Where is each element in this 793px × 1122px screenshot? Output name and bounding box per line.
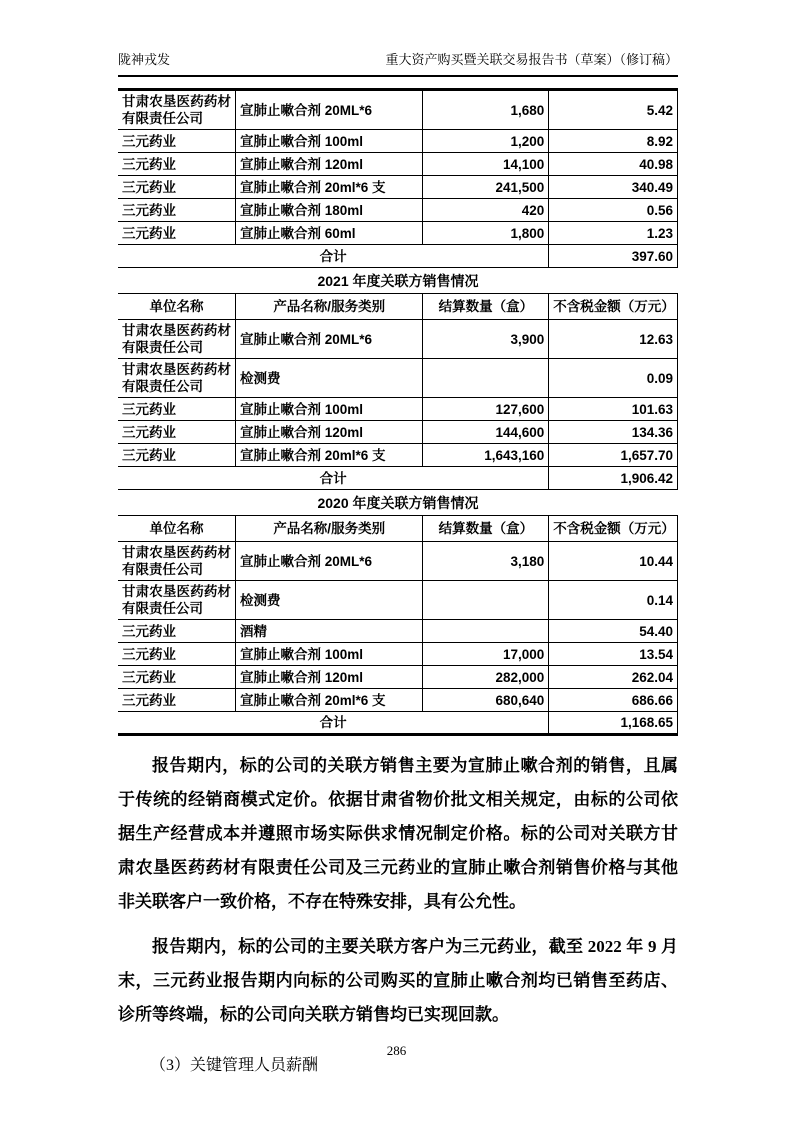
- cell-product: 宣肺止嗽合剂 100ml: [235, 398, 422, 421]
- cell-quantity: 282,000: [423, 666, 549, 689]
- cell-amount: 54.40: [549, 620, 678, 643]
- col-header-quantity: 结算数量（盒）: [423, 516, 549, 542]
- page-header: [118, 0, 678, 77]
- total-amount: 1,906.42: [549, 467, 678, 490]
- header-right-text: 重大资产购买暨关联交易报告书（草案）（修订稿）: [385, 52, 678, 67]
- cell-amount: 134.36: [549, 421, 678, 444]
- cell-unit: 三元药业: [118, 421, 235, 444]
- cell-product: 宣肺止嗽合剂 20ML*6: [235, 320, 422, 359]
- col-header-amount: 不含税金额（万元）: [549, 294, 678, 320]
- total-label: 合计: [118, 712, 549, 735]
- cell-amount: 0.14: [549, 581, 678, 620]
- table-row: [118, 689, 678, 712]
- cell-unit: 三元药业: [118, 398, 235, 421]
- cell-product: 宣肺止嗽合剂 60ml: [235, 222, 422, 245]
- cell-quantity: 1,643,160: [423, 444, 549, 467]
- col-header-amount: 不含税金额（万元）: [549, 516, 678, 542]
- total-amount: 1,168.65: [549, 712, 678, 735]
- total-label: 合计: [118, 245, 549, 268]
- cell-unit: 三元药业: [118, 199, 235, 222]
- cell-product: 宣肺止嗽合剂 20ml*6 支: [235, 689, 422, 712]
- cell-product: 宣肺止嗽合剂 20ML*6: [235, 90, 422, 130]
- table-row: [118, 620, 678, 643]
- cell-unit: 三元药业: [118, 176, 235, 199]
- total-amount: 397.60: [549, 245, 678, 268]
- table-header-row: [118, 294, 678, 320]
- cell-amount: 5.42: [549, 90, 678, 130]
- col-header-quantity: 结算数量（盒）: [423, 294, 549, 320]
- cell-unit: 甘肃农垦医药药材有限责任公司: [118, 90, 235, 130]
- cell-quantity: 3,180: [423, 542, 549, 581]
- cell-unit: 三元药业: [118, 666, 235, 689]
- sales-table-2022-continuation: [118, 88, 678, 268]
- cell-unit: 甘肃农垦医药药材有限责任公司: [118, 320, 235, 359]
- page-number: 286: [386, 1043, 407, 1058]
- cell-unit: 甘肃农垦医药药材有限责任公司: [118, 581, 235, 620]
- table-row: [118, 176, 678, 199]
- table-total-row: [118, 712, 678, 735]
- cell-amount: 40.98: [549, 153, 678, 176]
- cell-product: 宣肺止嗽合剂 120ml: [235, 421, 422, 444]
- col-header-unit: 单位名称: [118, 294, 235, 320]
- cell-unit: 三元药业: [118, 689, 235, 712]
- table-caption-2021: 2021 年度关联方销售情况: [317, 273, 479, 289]
- table-row: [118, 643, 678, 666]
- table-row: [118, 421, 678, 444]
- table-total-row: [118, 245, 678, 268]
- cell-quantity: 1,680: [423, 90, 549, 130]
- cell-amount: 686.66: [549, 689, 678, 712]
- table-header-row: [118, 516, 678, 542]
- table-row: [118, 581, 678, 620]
- table-row: [118, 320, 678, 359]
- cell-amount: 1.23: [549, 222, 678, 245]
- table-row: [118, 199, 678, 222]
- cell-product: 宣肺止嗽合剂 20ml*6 支: [235, 444, 422, 467]
- cell-quantity: 1,800: [423, 222, 549, 245]
- cell-unit: 三元药业: [118, 444, 235, 467]
- cell-product: 宣肺止嗽合剂 180ml: [235, 199, 422, 222]
- cell-quantity: 1,200: [423, 130, 549, 153]
- total-label: 合计: [118, 467, 549, 490]
- cell-quantity: 241,500: [423, 176, 549, 199]
- table-row: [118, 90, 678, 130]
- cell-amount: 0.09: [549, 359, 678, 398]
- cell-quantity: 17,000: [423, 643, 549, 666]
- header-left-text: 陇神戎发: [118, 52, 171, 67]
- table-row: [118, 222, 678, 245]
- cell-product: 宣肺止嗽合剂 20ml*6 支: [235, 176, 422, 199]
- cell-quantity: 3,900: [423, 320, 549, 359]
- cell-quantity: [423, 359, 549, 398]
- cell-unit: 三元药业: [118, 130, 235, 153]
- table-row: [118, 130, 678, 153]
- cell-product: 宣肺止嗽合剂 100ml: [235, 130, 422, 153]
- cell-quantity: [423, 620, 549, 643]
- cell-quantity: [423, 581, 549, 620]
- cell-product: 宣肺止嗽合剂 20ML*6: [235, 542, 422, 581]
- cell-unit: 三元药业: [118, 153, 235, 176]
- cell-amount: 0.56: [549, 199, 678, 222]
- section-subheading: （3）关键管理人员薪酬: [150, 1057, 319, 1074]
- cell-amount: 340.49: [549, 176, 678, 199]
- cell-quantity: 14,100: [423, 153, 549, 176]
- table-row: [118, 153, 678, 176]
- cell-amount: 13.54: [549, 643, 678, 666]
- cell-amount: 10.44: [549, 542, 678, 581]
- cell-quantity: 420: [423, 199, 549, 222]
- cell-unit: 三元药业: [118, 620, 235, 643]
- cell-quantity: 144,600: [423, 421, 549, 444]
- cell-unit: 甘肃农垦医药药材有限责任公司: [118, 359, 235, 398]
- sales-table-2021: [118, 293, 678, 490]
- cell-product: 酒精: [235, 620, 422, 643]
- cell-product: 宣肺止嗽合剂 120ml: [235, 153, 422, 176]
- cell-unit: 三元药业: [118, 222, 235, 245]
- col-header-product: 产品名称/服务类别: [235, 294, 422, 320]
- col-header-unit: 单位名称: [118, 516, 235, 542]
- body-text-block: [118, 749, 678, 1075]
- cell-product: 宣肺止嗽合剂 100ml: [235, 643, 422, 666]
- cell-product: 检测费: [235, 581, 422, 620]
- table-total-row: [118, 467, 678, 490]
- cell-amount: 1,657.70: [549, 444, 678, 467]
- table-row: [118, 359, 678, 398]
- cell-amount: 262.04: [549, 666, 678, 689]
- table-row: [118, 398, 678, 421]
- col-header-product: 产品名称/服务类别: [235, 516, 422, 542]
- cell-amount: 8.92: [549, 130, 678, 153]
- cell-quantity: 680,640: [423, 689, 549, 712]
- table-caption-2020: 2020 年度关联方销售情况: [317, 495, 479, 511]
- cell-unit: 甘肃农垦医药药材有限责任公司: [118, 542, 235, 581]
- cell-product: 检测费: [235, 359, 422, 398]
- cell-product: 宣肺止嗽合剂 120ml: [235, 666, 422, 689]
- cell-amount: 12.63: [549, 320, 678, 359]
- sales-table-2020: [118, 515, 678, 736]
- body-paragraph-2: 报告期内，标的公司的主要关联方客户为三元药业，截至 2022 年 9 月末，三元药业报告期内向标的公司购买的宣肺止嗽合剂均已销售至药店、诊所等终端，标的公司向关联方销售均已实现回款。: [118, 937, 678, 1024]
- table-row: [118, 444, 678, 467]
- cell-amount: 101.63: [549, 398, 678, 421]
- cell-unit: 三元药业: [118, 643, 235, 666]
- table-row: [118, 666, 678, 689]
- table-row: [118, 542, 678, 581]
- cell-quantity: 127,600: [423, 398, 549, 421]
- body-paragraph-1: 报告期内，标的公司的关联方销售主要为宣肺止嗽合剂的销售，且属于传统的经销商模式定价。依据甘肃省物价批文相关规定，由标的公司依据生产经营成本并遵照市场实际供求情况制定价格。标的公司对关联方甘肃农垦医药药材有限责任公司及三元药业的宣肺止嗽合剂销售价格与其他非关联客户一致价格，不存在特殊安排，具有公允性。: [118, 756, 678, 911]
